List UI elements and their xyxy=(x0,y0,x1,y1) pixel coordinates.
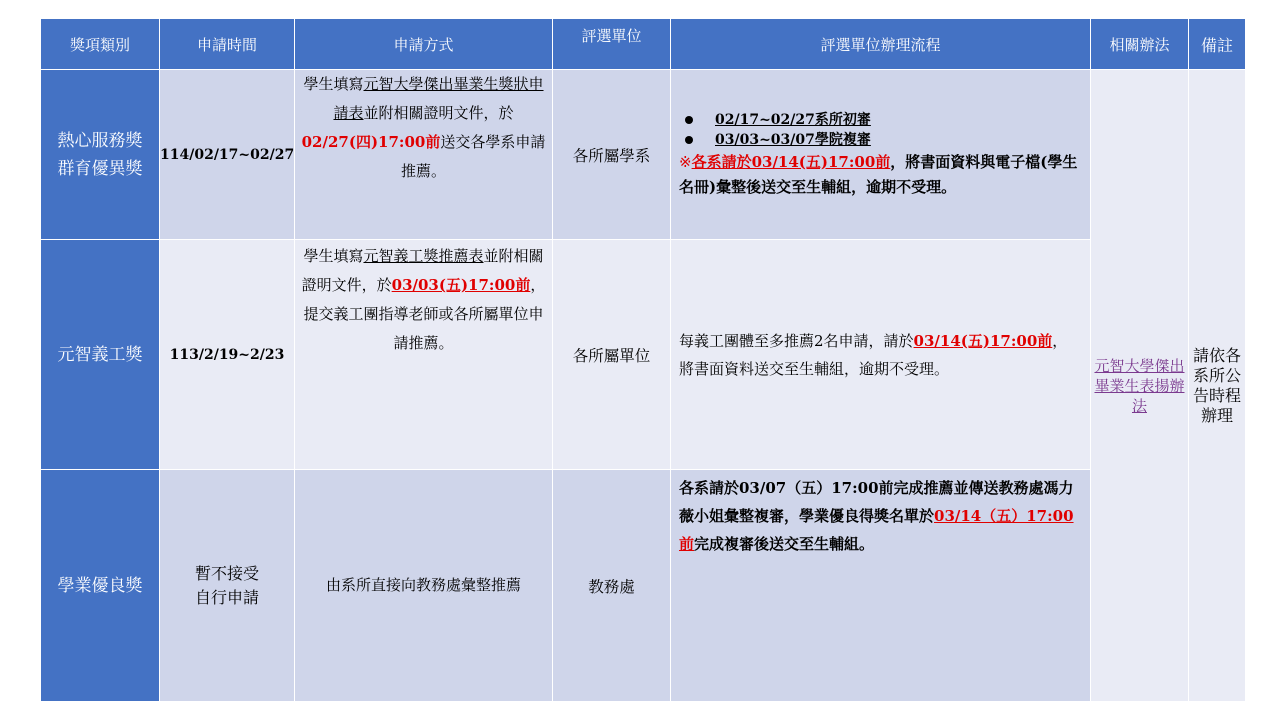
category-line: 元智義工獎 xyxy=(57,344,143,365)
method-text: ，提交義工團指導老師或各所屬單位申請推薦。 xyxy=(303,276,546,352)
header-process: 評選單位辦理流程 xyxy=(671,19,1091,70)
warning-mark: ※ xyxy=(679,152,692,171)
category-line: 學業優良獎 xyxy=(57,575,143,596)
process-text: 各系請於03/07（五）17:00前完成推薦並傳送教務處馮力薇小姐彙整複審，學業優良得獎名單於 xyxy=(679,479,1074,525)
bullet-icon xyxy=(685,136,693,144)
time-line: 自行申請 xyxy=(194,587,259,607)
header-related: 相關辦法 xyxy=(1091,19,1189,70)
method-text: 學生填寫 xyxy=(303,75,364,93)
method-cell xyxy=(295,70,553,240)
process-text: ，將書面資料送交至生輔組，逾期不受理。 xyxy=(679,331,1068,378)
method-cell: 由系所直接向教務處彙整推薦 xyxy=(295,470,553,702)
form-name: 元智大學傑出畢業生獎狀申請表 xyxy=(333,75,544,122)
method-text: 並附相關證明文件，於 xyxy=(363,104,514,122)
process-cell xyxy=(671,70,1091,240)
header-category: 獎項類別 xyxy=(41,19,160,70)
table-row xyxy=(41,240,1246,470)
deadline-text: 02/27(四)17:00前 xyxy=(301,133,441,151)
time-cell xyxy=(160,470,295,702)
awards-table xyxy=(40,18,1246,702)
bullet-item xyxy=(679,110,1082,130)
time-cell: 114/02/17~02/27 xyxy=(160,70,295,240)
warning-text xyxy=(679,150,1082,200)
header-row xyxy=(41,19,1246,70)
category-cell xyxy=(41,70,160,240)
deadline-text: 03/03(五)17:00前 xyxy=(391,276,531,294)
process-cell xyxy=(671,470,1091,702)
time-line: 暫不接受 xyxy=(194,563,259,583)
bullet-item xyxy=(679,130,1082,150)
remark-cell: 請依各系所公告時程辦理 xyxy=(1189,70,1246,702)
form-name: 元智義工獎推薦表 xyxy=(363,247,484,265)
header-method: 申請方式 xyxy=(295,19,553,70)
category-line: 群育優異獎 xyxy=(57,158,143,179)
method-text: 送交各學系申請推薦。 xyxy=(400,133,546,180)
method-text: 學生填寫 xyxy=(303,247,364,265)
header-unit: 評選單位 xyxy=(553,19,671,70)
unit-cell: 各所屬學系 xyxy=(553,70,671,240)
bullet-text: 02/17~02/27系所初審 xyxy=(715,111,871,128)
process-text: 每義工團體至多推薦2名申請，請於 xyxy=(679,331,914,350)
category-cell xyxy=(41,470,160,702)
bullet-icon xyxy=(685,116,693,124)
process-text: 完成複審後送交至生輔組。 xyxy=(694,535,875,553)
header-remark: 備註 xyxy=(1189,19,1246,70)
header-time: 申請時間 xyxy=(160,19,295,70)
deadline-text: 03/14(五)17:00前 xyxy=(913,331,1053,350)
deadline-text: 各系請於03/14(五)17:00前 xyxy=(691,152,891,171)
bullet-text: 03/03~03/07學院複審 xyxy=(715,131,871,148)
category-line: 熱心服務獎 xyxy=(57,130,143,151)
category-cell xyxy=(41,240,160,470)
unit-cell: 教務處 xyxy=(553,470,671,702)
table-row xyxy=(41,70,1246,240)
table-row xyxy=(41,470,1246,702)
method-text: 並附相關證明文件，於 xyxy=(301,247,544,294)
method-cell xyxy=(295,240,553,470)
deadline-text: 03/14（五）17:00前 xyxy=(679,507,1074,553)
warning-rest: ，將書面資料與電子檔(學生 名冊)彙整後送交至生輔組，逾期不受理。 xyxy=(679,152,1078,196)
process-cell xyxy=(671,240,1091,470)
related-regulation-link[interactable]: 元智大學傑出畢業生表揚辦法 xyxy=(1094,356,1185,415)
related-cell xyxy=(1091,70,1189,702)
unit-cell: 各所屬單位 xyxy=(553,240,671,470)
time-cell: 113/2/19~2/23 xyxy=(160,240,295,470)
